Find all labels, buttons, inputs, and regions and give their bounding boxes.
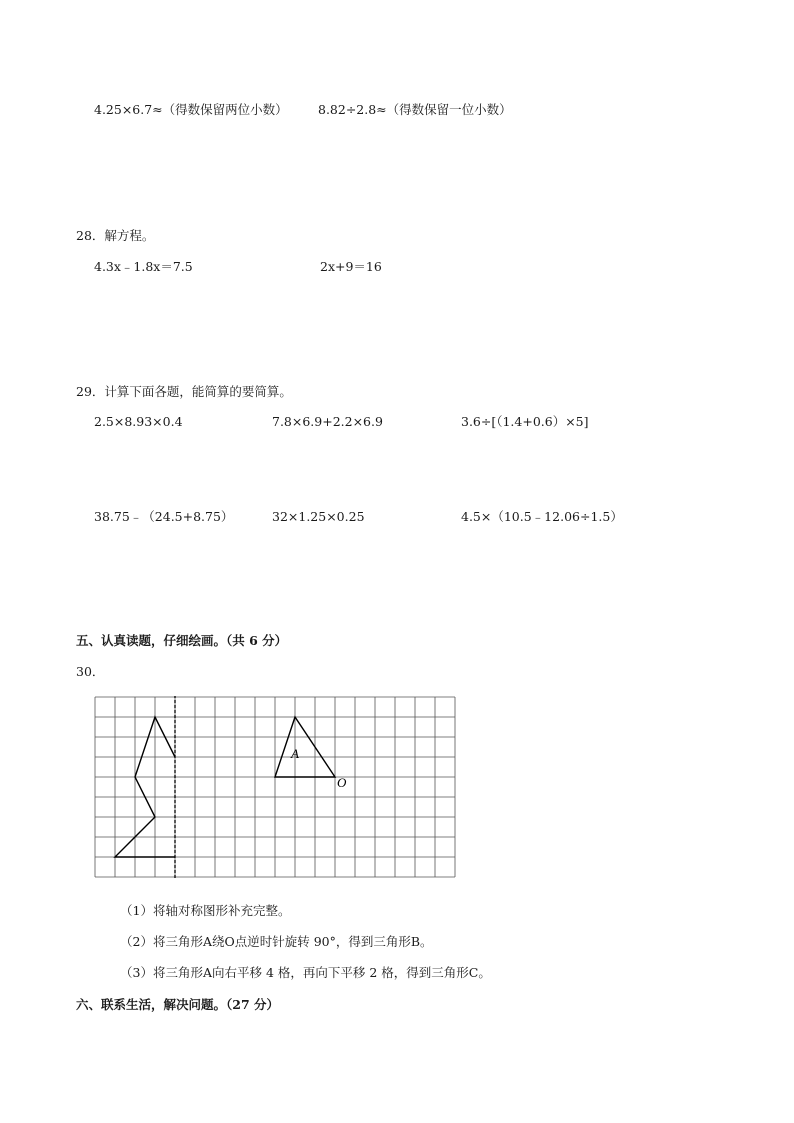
q28-equation-2: 2x+9＝16 <box>320 259 382 274</box>
q29-expr-2: 7.8×6.9+2.2×6.9 <box>272 414 383 429</box>
q28-equation-1: 4.3x﹣1.8x＝7.5 <box>94 259 193 274</box>
q29-expr-5: 32×1.25×0.25 <box>272 509 365 524</box>
point-o-label: O <box>337 775 347 790</box>
section-5-title: 五、认真读题，仔细绘画。（共 6 分） <box>76 633 288 648</box>
grid-lines <box>95 697 455 877</box>
approx-item-2: 8.82÷2.8≈（得数保留一位小数） <box>318 102 512 117</box>
q30-sub-1: （1）将轴对称图形补充完整。 <box>120 903 291 918</box>
q28-title: 28．解方程。 <box>76 228 155 243</box>
q29-expr-4: 38.75﹣（24.5+8.75） <box>94 509 234 524</box>
q29-title: 29．计算下面各题，能简算的要简算。 <box>76 384 292 399</box>
q29-expr-1: 2.5×8.93×0.4 <box>94 414 183 429</box>
q30-sub-3: （3）将三角形A向右平移 4 格，再向下平移 2 格，得到三角形C。 <box>120 965 491 980</box>
drawing-grid <box>94 696 458 890</box>
q30-number: 30． <box>76 664 105 679</box>
q29-expr-6: 4.5×（10.5﹣12.06÷1.5） <box>461 509 623 524</box>
q30-sub-2: （2）将三角形A绕O点逆时针旋转 90°，得到三角形B。 <box>120 934 433 949</box>
triangle-a <box>275 717 335 777</box>
grid-shapes <box>115 696 335 879</box>
triangle-a-label: A <box>291 746 299 761</box>
half-symmetric-shape <box>115 717 175 857</box>
section-6-title: 六、联系生活，解决问题。（27 分） <box>76 997 279 1012</box>
q29-expr-3: 3.6÷[（1.4+0.6）×5] <box>461 414 589 429</box>
approx-item-1: 4.25×6.7≈（得数保留两位小数） <box>94 102 288 117</box>
